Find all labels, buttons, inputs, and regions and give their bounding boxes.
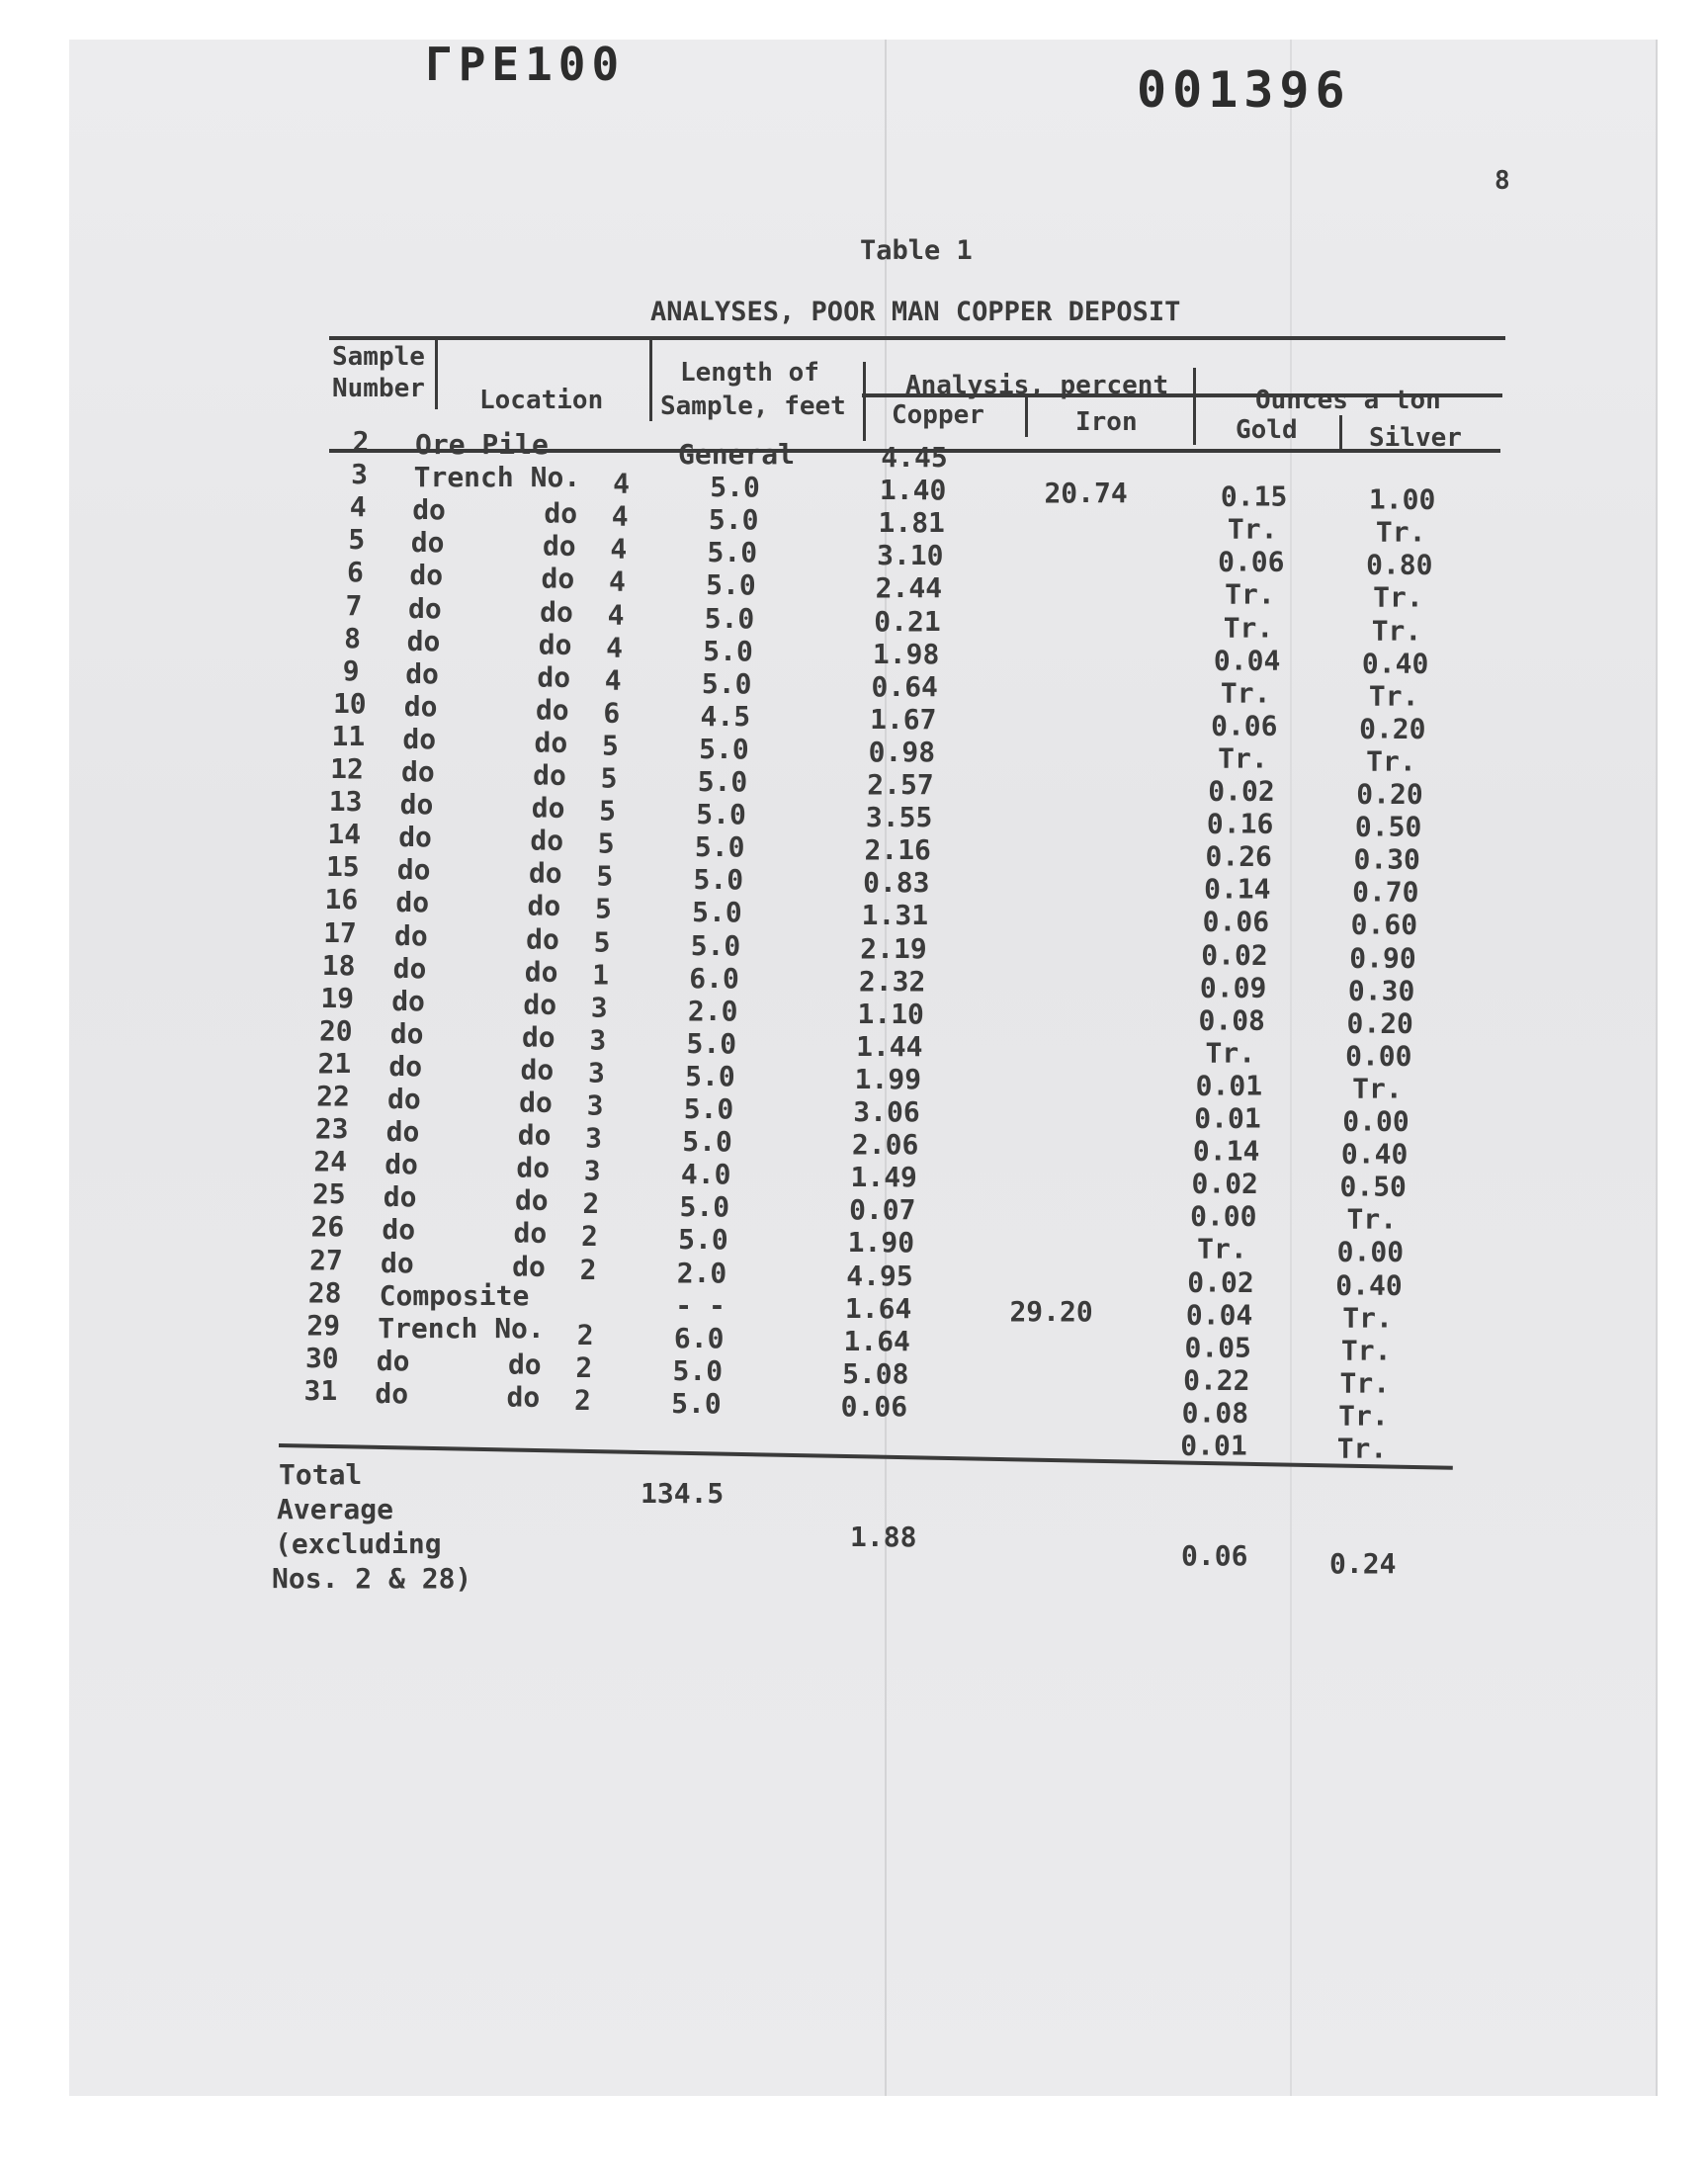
header-silver: Silver: [1369, 423, 1462, 453]
header-top-rule: [329, 336, 1505, 340]
copper-percent: 1.31: [861, 899, 929, 932]
page-number: 8: [1494, 166, 1510, 196]
average-copper: 1.88: [850, 1521, 917, 1553]
location-ditto: do: [519, 1086, 553, 1119]
trench-number: 2: [573, 1383, 591, 1417]
copper-percent: 1.67: [870, 702, 937, 736]
location-ditto: do: [530, 824, 564, 857]
trench-number: 5: [596, 859, 614, 893]
gold-ounces: Tr.: [1223, 610, 1274, 644]
location: do: [376, 1344, 410, 1377]
silver-ounces: 0.20: [1359, 712, 1426, 745]
gold-ounces: 0.16: [1206, 807, 1274, 840]
sample-number: 27: [309, 1243, 343, 1276]
sample-length: 5.0: [686, 1026, 737, 1060]
sample-length: 5.0: [696, 797, 746, 830]
total-label: Total: [279, 1458, 363, 1491]
gold-ounces: 0.01: [1194, 1101, 1261, 1135]
trench-number: 6: [603, 696, 621, 730]
sample-number: 17: [323, 915, 357, 949]
header-sample-number: Number: [332, 374, 425, 403]
location-ditto: do: [514, 1183, 549, 1217]
trench-number: 2: [575, 1350, 593, 1384]
trench-number: 5: [594, 892, 612, 925]
trench-number: 2: [580, 1219, 598, 1253]
copper-percent: 1.40: [879, 474, 947, 507]
copper-percent: 2.06: [851, 1128, 919, 1162]
sample-length: 2.0: [687, 994, 738, 1027]
location: do: [395, 886, 430, 919]
gold-ounces: 0.04: [1185, 1297, 1253, 1331]
copper-percent: 1.64: [843, 1324, 910, 1357]
silver-ounces: 0.00: [1336, 1235, 1405, 1268]
location: do: [394, 918, 428, 952]
silver-ounces: 0.00: [1342, 1104, 1409, 1138]
trench-number: 2: [576, 1318, 594, 1351]
average-label: Nos. 2 & 28): [272, 1562, 472, 1595]
silver-ounces: 0.30: [1347, 974, 1415, 1007]
sample-length: 5.0: [693, 863, 744, 897]
silver-ounces: 0.50: [1339, 1170, 1407, 1203]
average-gold: 0.06: [1181, 1539, 1248, 1572]
location-ditto: do: [512, 1249, 546, 1282]
sample-number: 30: [304, 1341, 339, 1374]
trench-number: 3: [586, 1088, 604, 1122]
header-sample-number: Sample: [332, 342, 425, 372]
location: Trench No.: [378, 1311, 545, 1345]
sample-number: 11: [331, 719, 366, 752]
location-ditto: do: [513, 1216, 548, 1250]
sample-number: 31: [303, 1373, 338, 1407]
location-ditto: do: [538, 627, 572, 660]
location: do: [391, 984, 425, 1017]
copper-percent: 2.32: [858, 964, 926, 998]
gold-ounces: 0.04: [1213, 643, 1281, 676]
copper-percent: 1.44: [856, 1029, 923, 1063]
sample-number: 22: [316, 1080, 350, 1112]
silver-ounces: 0.40: [1361, 647, 1429, 680]
silver-ounces: 0.20: [1356, 777, 1423, 811]
gold-ounces: Tr.: [1220, 676, 1271, 710]
copper-percent: 1.64: [844, 1291, 912, 1325]
sample-number: 5: [348, 523, 366, 557]
location-ditto: do: [542, 529, 576, 563]
gold-ounces: 0.08: [1181, 1396, 1249, 1430]
trench-number: 1: [592, 958, 610, 992]
average-label: (excluding: [275, 1527, 442, 1560]
trench-number: 4: [604, 663, 622, 697]
sample-length: 5.0: [706, 568, 756, 602]
gold-ounces: 0.01: [1195, 1069, 1263, 1102]
gold-ounces: 0.14: [1192, 1134, 1260, 1168]
copper-percent: 1.81: [878, 506, 945, 540]
sample-number: 16: [324, 883, 359, 916]
location: do: [398, 821, 432, 854]
copper-percent: 0.06: [840, 1389, 908, 1423]
sample-length: 5.0: [678, 1223, 728, 1257]
iron-percent: 29.20: [1009, 1294, 1093, 1328]
sample-number: 23: [314, 1112, 349, 1146]
location: Composite: [379, 1278, 530, 1312]
trench-number: 5: [601, 729, 619, 762]
location: do: [412, 493, 446, 527]
gold-ounces: 0.05: [1184, 1331, 1251, 1364]
table-row: [0, 490, 1708, 549]
table-caption: ANALYSES, POOR MAN COPPER DEPOSIT: [650, 297, 1181, 327]
silver-ounces: Tr.: [1366, 744, 1416, 778]
location-ditto: do: [544, 496, 578, 530]
table-row: [0, 523, 1708, 581]
location-ditto: do: [520, 1053, 555, 1087]
table-title: Table 1: [860, 235, 973, 266]
sample-length: 5.0: [703, 634, 753, 667]
sample-number: 28: [307, 1275, 342, 1309]
sample-number: 8: [344, 621, 362, 654]
silver-ounces: 0.20: [1346, 1006, 1413, 1040]
sample-length: 5.0: [708, 502, 759, 536]
gold-ounces: 0.00: [1190, 1199, 1257, 1233]
iron-percent: 20.74: [1044, 477, 1128, 510]
copper-percent: 3.10: [877, 539, 944, 572]
copper-percent: 2.19: [860, 931, 927, 965]
sample-length: 4.5: [700, 699, 751, 733]
trench-number: 4: [608, 565, 626, 598]
location: do: [396, 853, 431, 887]
silver-ounces: Tr.: [1340, 1334, 1392, 1367]
silver-ounces: 0.80: [1366, 548, 1433, 581]
gold-ounces: Tr.: [1227, 512, 1278, 546]
copper-percent: 4.45: [881, 441, 948, 474]
copper-percent: 3.06: [853, 1095, 920, 1128]
document-stamp-right: 001396: [1137, 61, 1351, 119]
location: do: [381, 1246, 414, 1279]
trench-number: 5: [599, 794, 617, 827]
sample-length: 5.0: [671, 1386, 722, 1420]
header-length: Sample, feet: [660, 392, 846, 421]
document-stamp-left: ΓPE100: [425, 38, 626, 91]
average-silver: 0.24: [1329, 1547, 1397, 1580]
copper-percent: 5.08: [842, 1356, 909, 1390]
silver-ounces: 0.60: [1350, 908, 1418, 941]
location-ditto: do: [523, 988, 557, 1021]
location: do: [402, 723, 437, 756]
silver-ounces: 1.00: [1368, 482, 1436, 516]
trench-number: 5: [593, 925, 611, 959]
sample-length: 5.0: [679, 1190, 730, 1224]
location-ditto: do: [524, 954, 558, 988]
location-ditto: do: [526, 921, 559, 955]
trench-number: 4: [607, 598, 625, 632]
sample-length: 2.0: [676, 1256, 727, 1289]
location: do: [406, 624, 441, 657]
header-iron: Iron: [1075, 407, 1138, 437]
table-row: [0, 556, 1708, 614]
location-ditto: do: [531, 791, 565, 825]
silver-ounces: 0.30: [1353, 842, 1420, 876]
copper-percent: 1.99: [854, 1062, 922, 1095]
sample-number: 15: [325, 850, 360, 884]
gold-ounces: 0.06: [1202, 905, 1270, 938]
copper-percent: 2.57: [867, 768, 934, 801]
location-ditto: do: [507, 1348, 542, 1381]
silver-ounces: Tr.: [1346, 1202, 1398, 1236]
copper-percent: 0.64: [871, 669, 938, 703]
location: do: [375, 1377, 409, 1411]
location-ditto: do: [537, 660, 571, 694]
silver-ounces: Tr.: [1336, 1432, 1388, 1465]
gold-ounces: 0.06: [1211, 709, 1278, 742]
sample-number: 6: [346, 556, 364, 589]
sample-number: 7: [345, 588, 363, 622]
copper-percent: 1.10: [857, 997, 924, 1030]
location-ditto: do: [528, 856, 562, 890]
trench-number: 2: [579, 1253, 597, 1286]
gold-ounces: 0.26: [1205, 839, 1272, 873]
sample-number: 20: [318, 1013, 353, 1047]
trench-number: 5: [597, 826, 615, 860]
table-row: [0, 1407, 1708, 1465]
sample-length: 5.0: [710, 470, 760, 503]
copper-percent: 2.16: [864, 833, 931, 867]
location: do: [401, 755, 435, 789]
trench-number: 3: [585, 1121, 603, 1155]
copper-percent: 1.90: [847, 1226, 915, 1260]
gold-ounces: Tr.: [1205, 1036, 1256, 1070]
copper-percent: 2.44: [875, 571, 943, 605]
silver-ounces: 0.40: [1340, 1137, 1409, 1171]
trench-number: 4: [606, 631, 624, 664]
silver-ounces: 0.70: [1352, 875, 1419, 909]
sample-number: 4: [349, 490, 367, 524]
location-ditto: do: [516, 1151, 551, 1184]
trench-number: 3: [587, 1056, 605, 1089]
header-analysis-percent: Analysis, percent: [905, 371, 1169, 400]
silver-ounces: 0.40: [1335, 1268, 1403, 1302]
trench-number: 3: [589, 1023, 607, 1057]
sample-length: 5.0: [704, 601, 755, 635]
location: do: [389, 1016, 424, 1050]
trench-number: 2: [582, 1186, 600, 1220]
silver-ounces: Tr.: [1342, 1301, 1393, 1335]
copper-percent: 0.21: [874, 604, 941, 638]
sample-length: - -: [675, 1288, 726, 1322]
sample-number: 24: [313, 1145, 348, 1178]
sample-length: 6.0: [673, 1321, 725, 1354]
gold-ounces: 0.02: [1201, 937, 1268, 971]
silver-ounces: Tr.: [1373, 580, 1423, 614]
silver-ounces: Tr.: [1338, 1399, 1389, 1433]
gold-ounces: 0.02: [1208, 774, 1275, 808]
header-location: Location: [479, 386, 604, 415]
location: do: [399, 788, 434, 822]
gold-ounces: 0.02: [1187, 1264, 1254, 1298]
sample-number: 19: [320, 981, 355, 1014]
header-divider: [435, 340, 438, 409]
trench-number: 3: [590, 991, 608, 1024]
gold-ounces: 0.14: [1204, 872, 1271, 906]
copper-percent: 0.98: [868, 735, 936, 768]
trench-number: 4: [611, 499, 629, 533]
gold-ounces: Tr.: [1197, 1232, 1247, 1265]
sample-length: 5.0: [683, 1091, 734, 1125]
sample-number: 21: [317, 1046, 352, 1080]
copper-percent: 0.83: [863, 866, 930, 900]
sample-number: 29: [306, 1308, 341, 1342]
header-length: Length of: [680, 358, 819, 388]
location: do: [409, 559, 444, 592]
silver-ounces: Tr.: [1368, 679, 1419, 713]
sample-number: 25: [311, 1177, 346, 1211]
gold-ounces: 0.08: [1198, 1003, 1265, 1037]
location: do: [387, 1083, 421, 1116]
silver-ounces: 0.90: [1349, 941, 1416, 975]
sample-length: 5.0: [701, 666, 752, 700]
sample-number: 13: [328, 785, 363, 819]
location: do: [385, 1115, 420, 1149]
location-ditto: do: [541, 562, 575, 595]
location: do: [383, 1180, 417, 1214]
header-divider: [649, 340, 652, 421]
sample-length: 5.0: [690, 928, 741, 962]
sample-length: 5.0: [672, 1353, 724, 1387]
copper-percent: 4.95: [846, 1259, 913, 1292]
location: do: [388, 1050, 423, 1084]
sample-length: 5.0: [707, 536, 758, 569]
table-row: [0, 425, 1708, 474]
sample-length: 5.0: [682, 1124, 732, 1158]
gold-ounces: Tr.: [1218, 741, 1268, 775]
location: Trench No.: [413, 461, 581, 494]
sample-length: 4.0: [680, 1157, 731, 1190]
gold-ounces: 0.09: [1199, 970, 1267, 1003]
silver-ounces: 0.50: [1354, 810, 1422, 843]
sample-number: 18: [321, 948, 356, 982]
gold-ounces: 0.06: [1218, 545, 1285, 578]
sample-number: 14: [327, 818, 362, 851]
location-ditto: do: [540, 594, 573, 628]
sample-length: 5.0: [697, 764, 748, 798]
silver-ounces: Tr.: [1375, 515, 1426, 549]
location-ditto: do: [506, 1380, 541, 1414]
silver-ounces: Tr.: [1339, 1366, 1391, 1400]
sample-number: 9: [342, 653, 360, 687]
sample-number: 2: [352, 425, 370, 458]
location: do: [382, 1213, 416, 1247]
silver-ounces: 0.00: [1345, 1039, 1412, 1073]
location: do: [405, 656, 439, 690]
copper-percent: 3.55: [865, 801, 933, 834]
location-ditto: do: [527, 889, 561, 922]
header-gold: Gold: [1236, 415, 1298, 445]
copper-percent: 1.49: [850, 1161, 917, 1194]
sample-number: 12: [330, 752, 364, 785]
sample-number: 26: [310, 1210, 345, 1244]
average-label: Average: [277, 1493, 394, 1525]
location-ditto: do: [534, 726, 568, 759]
gold-ounces: 0.15: [1220, 479, 1288, 513]
location: do: [384, 1148, 418, 1181]
trench-number: 5: [600, 761, 618, 795]
location-ditto: do: [535, 693, 569, 727]
location: Ore Pile: [415, 428, 549, 462]
sample-length: General: [677, 437, 795, 471]
sample-number: 3: [351, 458, 369, 491]
location-ditto: do: [517, 1118, 552, 1152]
sample-length: 5.0: [694, 829, 745, 863]
gold-ounces: Tr.: [1225, 577, 1275, 611]
silver-ounces: Tr.: [1371, 614, 1422, 648]
silver-ounces: Tr.: [1352, 1072, 1403, 1105]
trench-number: 4: [613, 467, 631, 500]
sample-number: 10: [332, 686, 367, 720]
sample-length: 5.0: [685, 1059, 735, 1092]
location-ditto: do: [521, 1020, 555, 1054]
location: do: [410, 526, 445, 560]
location: do: [403, 689, 438, 723]
gold-ounces: 0.02: [1191, 1167, 1258, 1200]
gold-ounces: 0.22: [1183, 1363, 1250, 1397]
trench-number: 4: [610, 532, 628, 566]
sample-length: 5.0: [699, 732, 749, 765]
header-ounces-a-ton: Ounces a ton: [1255, 386, 1441, 415]
trench-number: 3: [583, 1154, 601, 1187]
header-copper: Copper: [892, 400, 984, 430]
copper-percent: 1.98: [872, 637, 940, 670]
location: do: [392, 951, 427, 985]
total-length: 134.5: [640, 1477, 725, 1510]
location: do: [408, 591, 442, 625]
location-ditto: do: [533, 758, 566, 792]
sample-length: 5.0: [692, 896, 742, 929]
gold-ounces: 0.01: [1180, 1429, 1247, 1462]
sample-length: 6.0: [689, 961, 739, 995]
copper-percent: 0.07: [849, 1193, 916, 1227]
